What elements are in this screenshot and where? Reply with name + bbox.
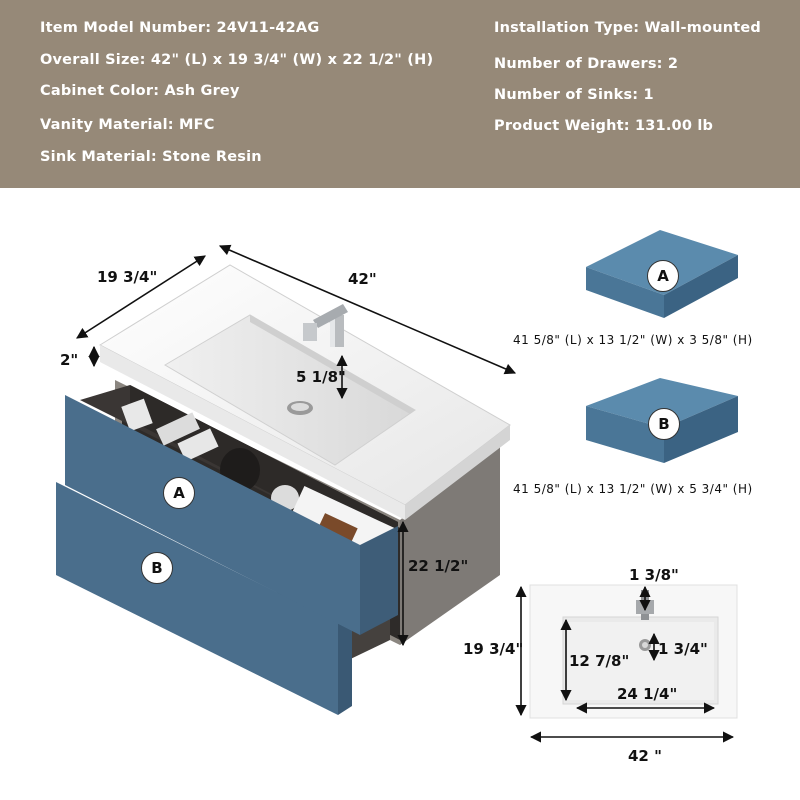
sink-basin-length-label: 24 1/4" xyxy=(617,685,678,703)
spec-cabinet-color: Cabinet Color: Ash Grey xyxy=(40,83,240,99)
spec-sink-material: Sink Material: Stone Resin xyxy=(40,149,262,165)
drawer-b-size: 41 5/8" (L) x 13 1/2" (W) x 5 3/4" (H) xyxy=(513,482,753,496)
spec-item-model: Item Model Number: 24V11-42AG xyxy=(40,20,320,36)
vanity-depth-label: 19 3/4" xyxy=(97,268,158,286)
spec-vanity-material: Vanity Material: MFC xyxy=(40,117,215,133)
spec-weight: Product Weight: 131.00 lb xyxy=(494,118,714,134)
drawer-a-size: 41 5/8" (L) x 13 1/2" (W) x 3 5/8" (H) xyxy=(513,333,753,347)
vanity-top-thickness-label: 2" xyxy=(60,351,79,369)
spec-overall-size: Overall Size: 42" (L) x 19 3/4" (W) x 22 1/2" (H) xyxy=(40,52,434,68)
sink-depth-label: 19 3/4" xyxy=(463,640,524,658)
drawer-b-marker: B xyxy=(141,552,173,584)
spec-installation-type: Installation Type: Wall-mounted xyxy=(494,20,761,36)
drawer-a-marker: A xyxy=(163,477,195,509)
vanity-height-label: 22 1/2" xyxy=(408,557,469,575)
sink-faucet-offset-label: 1 3/8" xyxy=(629,566,679,584)
sink-basin-width-label: 12 7/8" xyxy=(569,652,630,670)
drawer-box-a-letter: A xyxy=(647,260,679,292)
vanity-basin-depth-label: 5 1/8" xyxy=(296,368,346,386)
sink-drain-offset-label: 1 3/4" xyxy=(658,640,708,658)
vanity-length-label: 42" xyxy=(348,270,377,288)
sink-length-label: 42 " xyxy=(628,747,662,765)
drawer-box-b-letter: B xyxy=(648,408,680,440)
spec-sinks: Number of Sinks: 1 xyxy=(494,87,654,103)
spec-drawers: Number of Drawers: 2 xyxy=(494,56,679,72)
